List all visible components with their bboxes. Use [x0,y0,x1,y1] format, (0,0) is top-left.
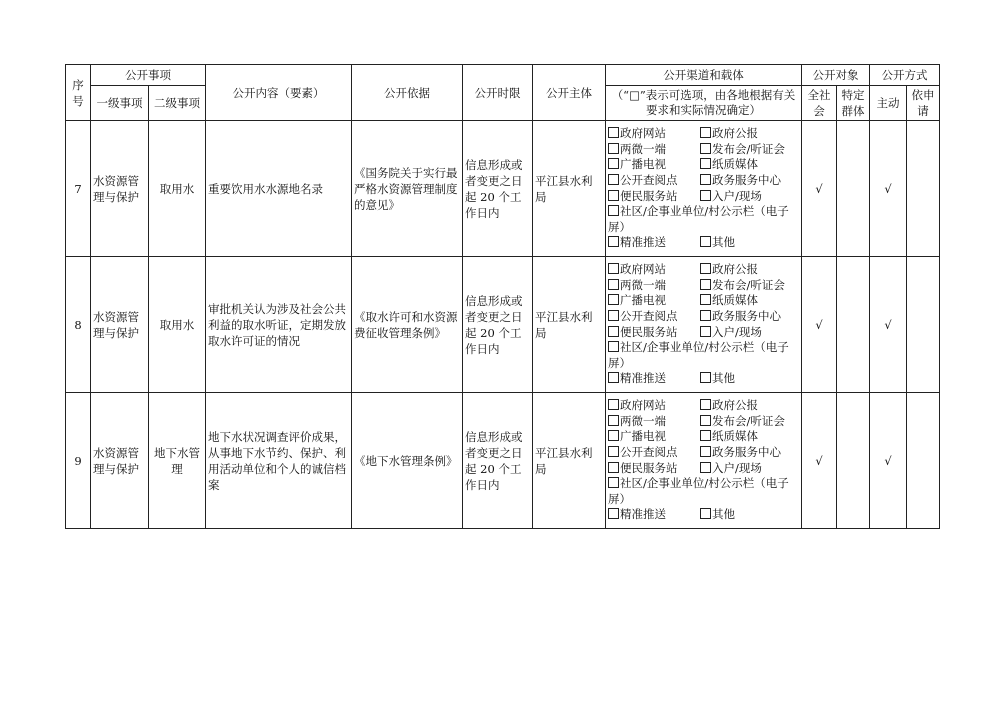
checkbox-icon [608,415,619,426]
channel-line [608,507,799,523]
row-content: 重要饮用水水源地名录 [206,121,352,257]
channel-option [608,461,700,477]
channel-label: 公开查阅点 [620,308,678,323]
header-level2: 二级事项 [149,86,206,121]
row-subject: 平江县水利局 [533,121,606,257]
row-level1: 水资源管理与保护 [91,393,149,529]
channel-option [700,189,762,205]
channel-option [700,293,758,309]
channel-label: 入户/现场 [712,324,762,339]
row-content: 审批机关认为涉及社会公共利益的取水听证，定期发放取水许可证的情况 [206,257,352,393]
channel-option [608,173,700,189]
row-target-all: √ [802,121,837,257]
header-method: 公开方式 [870,65,940,86]
channel-option [608,398,700,414]
channel-label: 政府公报 [712,398,758,413]
channel-option [700,445,781,461]
channel-label: 入户/现场 [712,460,762,475]
checkbox-icon [608,174,619,185]
channel-option [608,235,700,251]
checkbox-icon [700,462,711,473]
channel-line [608,293,799,309]
channel-label: 政府网站 [620,262,666,277]
row-basis: 《国务院关于实行最严格水资源管理制度的意见》 [352,121,463,257]
table-row [66,121,940,257]
channel-option [608,189,700,205]
channel-option [608,278,700,294]
channel-option [608,340,789,370]
checkbox-icon [700,326,711,337]
channel-option [700,398,758,414]
channel-option [700,507,735,523]
channel-line [608,325,799,341]
channel-line [608,126,799,142]
row-content: 地下水状况调查评价成果，从事地下水节约、保护、利用活动单位和个人的诚信档案 [206,393,352,529]
row-seq: 9 [66,393,91,529]
channel-label: 纸质媒体 [712,293,758,308]
row-channels [606,393,802,529]
checkbox-icon [700,430,711,441]
header-channel-title: 公开渠道和载体 [606,65,802,86]
channel-label: 两微一端 [620,277,666,292]
channel-option [700,173,781,189]
channel-line [608,204,799,235]
checkbox-icon [608,372,619,383]
checkbox-icon [700,415,711,426]
checkbox-icon [608,341,619,352]
channel-line [608,309,799,325]
row-subject: 平江县水利局 [533,393,606,529]
channel-line [608,262,799,278]
channel-label: 政府公报 [712,262,758,277]
channel-label: 广播电视 [620,429,666,444]
row-target-group [837,393,870,529]
channel-label: 政府公报 [712,126,758,141]
row-channels [606,257,802,393]
channel-option [608,309,700,325]
header-matter: 公开事项 [91,65,206,86]
checkbox-icon [608,279,619,290]
channel-label: 政府网站 [620,126,666,141]
channel-option [608,371,700,387]
channel-line [608,157,799,173]
row-time: 信息形成或者变更之日起 20 个工作日内 [463,393,533,529]
header-content: 公开内容（要素） [206,65,352,121]
channel-option [700,461,762,477]
checkbox-icon [608,190,619,201]
checkbox-icon [700,174,711,185]
header-channel-note: （“□”表示可选项，由各地根据有关要求和实际情况确定） [606,86,802,121]
channel-label: 便民服务站 [620,324,678,339]
channel-option [608,293,700,309]
checkbox-icon [700,294,711,305]
channel-line [608,414,799,430]
channel-option [608,414,700,430]
checkbox-icon [608,294,619,305]
row-method-request [907,393,940,529]
channel-line [608,476,799,507]
checkbox-icon [608,127,619,138]
channel-label: 社区/企事业单位/村公示栏（电子屏） [608,476,789,506]
channel-label: 公开查阅点 [620,172,678,187]
header-method-active: 主动 [870,86,907,121]
channel-label: 两微一端 [620,413,666,428]
checkbox-icon [608,430,619,441]
channel-line [608,278,799,294]
row-method-request [907,121,940,257]
checkbox-icon [608,310,619,321]
channel-option [608,157,700,173]
channel-label: 广播电视 [620,293,666,308]
channel-option [700,126,758,142]
channel-option [700,309,781,325]
disclosure-table [65,64,940,529]
channel-line [608,445,799,461]
checkbox-icon [608,236,619,247]
channel-option [608,476,789,506]
checkbox-icon [700,372,711,383]
checkbox-icon [700,127,711,138]
row-method-active: √ [870,257,907,393]
channel-line [608,429,799,445]
row-level1: 水资源管理与保护 [91,121,149,257]
row-method-request [907,257,940,393]
checkbox-icon [608,205,619,216]
row-level1: 水资源管理与保护 [91,257,149,393]
channel-label: 纸质媒体 [712,157,758,172]
channel-label: 精准推送 [620,507,666,522]
channel-label: 广播电视 [620,157,666,172]
channel-option [608,429,700,445]
header-target: 公开对象 [802,65,870,86]
channel-label: 其他 [712,371,735,386]
table-row [66,257,940,393]
row-target-group [837,257,870,393]
channel-option [608,325,700,341]
checkbox-icon [608,462,619,473]
channel-option [700,262,758,278]
checkbox-icon [700,508,711,519]
row-time: 信息形成或者变更之日起 20 个工作日内 [463,257,533,393]
row-method-active: √ [870,393,907,529]
channel-line [608,173,799,189]
channel-option [700,414,785,430]
checkbox-icon [608,143,619,154]
header-level1: 一级事项 [91,86,149,121]
checkbox-icon [700,190,711,201]
checkbox-icon [608,263,619,274]
channel-line [608,461,799,477]
header-time: 公开时限 [463,65,533,121]
header-subject: 公开主体 [533,65,606,121]
channel-label: 政府网站 [620,398,666,413]
channel-label: 公开查阅点 [620,444,678,459]
row-method-active: √ [870,121,907,257]
table-row [66,393,940,529]
channel-label: 其他 [712,235,735,250]
channel-label: 精准推送 [620,371,666,386]
row-target-all: √ [802,393,837,529]
channel-option [700,235,735,251]
checkbox-icon [608,477,619,488]
channel-label: 发布会/听证会 [712,413,785,428]
channel-line [608,235,799,251]
checkbox-icon [700,263,711,274]
channel-option [700,371,735,387]
checkbox-icon [700,399,711,410]
row-seq: 7 [66,121,91,257]
header-target-group: 特定群体 [837,86,870,121]
row-basis: 《取水许可和水资源费征收管理条例》 [352,257,463,393]
checkbox-icon [700,158,711,169]
channel-label: 社区/企事业单位/村公示栏（电子屏） [608,204,789,234]
row-channels [606,121,802,257]
channel-option [700,325,762,341]
channel-label: 便民服务站 [620,460,678,475]
row-seq: 8 [66,257,91,393]
header-target-all: 全社会 [802,86,837,121]
channel-option [608,142,700,158]
checkbox-icon [608,158,619,169]
channel-option [700,142,785,158]
channel-label: 精准推送 [620,235,666,250]
channel-label: 其他 [712,507,735,522]
row-target-all: √ [802,257,837,393]
header-method-request: 依申请 [907,86,940,121]
checkbox-icon [700,279,711,290]
channel-label: 政务服务中心 [712,308,781,323]
channel-option [608,445,700,461]
channel-option [608,204,789,234]
channel-label: 入户/现场 [712,188,762,203]
channel-option [608,126,700,142]
row-target-group [837,121,870,257]
channel-label: 社区/企事业单位/村公示栏（电子屏） [608,340,789,370]
row-level2: 取用水 [149,121,206,257]
checkbox-icon [700,310,711,321]
channel-line [608,398,799,414]
checkbox-icon [608,508,619,519]
header-seq: 序号 [66,65,91,121]
channel-label: 便民服务站 [620,188,678,203]
header-basis: 公开依据 [352,65,463,121]
checkbox-icon [700,446,711,457]
channel-option [608,262,700,278]
row-time: 信息形成或者变更之日起 20 个工作日内 [463,121,533,257]
checkbox-icon [608,446,619,457]
channel-line [608,371,799,387]
checkbox-icon [700,143,711,154]
checkbox-icon [608,326,619,337]
channel-label: 发布会/听证会 [712,277,785,292]
channel-option [608,507,700,523]
channel-label: 纸质媒体 [712,429,758,444]
channel-line [608,340,799,371]
channel-label: 发布会/听证会 [712,141,785,156]
channel-option [700,157,758,173]
row-level2: 取用水 [149,257,206,393]
channel-option [700,278,785,294]
checkbox-icon [700,236,711,247]
channel-line [608,142,799,158]
row-basis: 《地下水管理条例》 [352,393,463,529]
channel-label: 政务服务中心 [712,172,781,187]
channel-line [608,189,799,205]
row-subject: 平江县水利局 [533,257,606,393]
checkbox-icon [608,399,619,410]
row-level2: 地下水管理 [149,393,206,529]
channel-label: 政务服务中心 [712,444,781,459]
channel-label: 两微一端 [620,141,666,156]
channel-option [700,429,758,445]
